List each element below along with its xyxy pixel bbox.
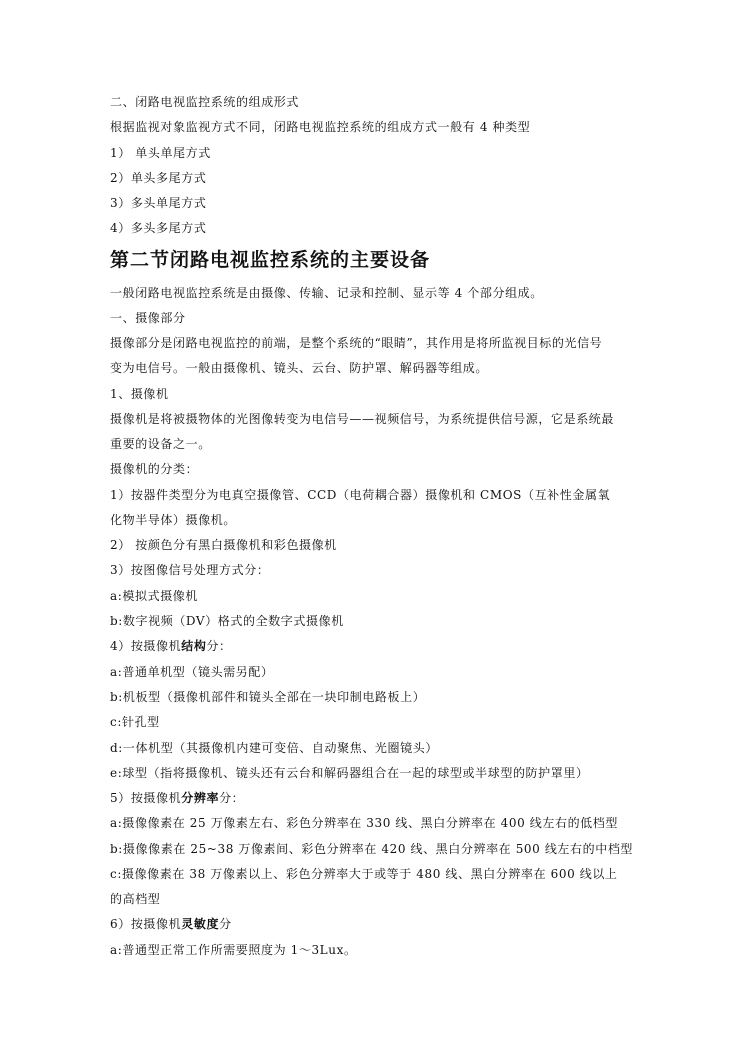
part-one-title: 一、摄像部分	[110, 311, 186, 325]
form-item-4: 4）多头多尾方式	[110, 221, 207, 235]
class-1-line-2: 化物半导体）摄像机。	[110, 513, 237, 527]
class-5-prefix: 5）按摄像机	[110, 791, 182, 805]
section-two-intro: 根据监视对象监视方式不同，闭路电视监控系统的组成方式一般有 4 种类型	[110, 120, 531, 134]
class-4-d: d:一体机型（其摄像机内建可变倍、自动聚焦、光圈镜头）	[110, 741, 438, 755]
class-6-suffix: 分	[219, 917, 232, 931]
camera-paragraph-line-1: 摄像机是将被摄物体的光图像转变为电信号——视频信号，为系统提供信号源，它是系统最	[110, 412, 615, 426]
class-4-suffix: 分：	[206, 639, 232, 653]
part-one-paragraph-line-2: 变为电信号。一般由摄像机、镜头、云台、防护罩、解码器等组成。	[110, 361, 489, 375]
class-1-line-1: 1）按器件类型分为电真空摄像管、CCD（电荷耦合器）摄像机和 CMOS（互补性金属氧	[110, 488, 611, 502]
class-3-b: b:数字视频（DV）格式的全数字式摄像机	[110, 614, 344, 628]
class-4-e: e:球型（指将摄像机、镜头还有云台和解码器组合在一起的球型或半球型的防护罩里）	[110, 766, 589, 780]
camera-paragraph-line-2: 重要的设备之一。	[110, 437, 211, 451]
class-4-c: c:针孔型	[110, 715, 160, 729]
class-5-b: b:摄像像素在 25~38 万像素间、彩色分辨率在 420 线、黑白分辨率在 500 线左右的中档型	[110, 842, 634, 856]
class-2: 2） 按颜色分有黑白摄像机和彩色摄像机	[110, 538, 337, 552]
class-5-a: a:摄像像素在 25 万像素左右、彩色分辨率在 330 线、黑白分辨率在 400 线左右的低档型	[110, 816, 618, 830]
form-item-1: 1） 单头单尾方式	[110, 146, 211, 160]
class-6-prefix: 6）按摄像机	[110, 917, 182, 931]
class-4-a: a:普通单机型（镜头需另配）	[110, 665, 274, 679]
class-6-a: a:普通型正常工作所需要照度为 1～3Lux。	[110, 943, 357, 957]
camera-title: 1、摄像机	[110, 387, 169, 401]
class-6-bold-keyword: 灵敏度	[181, 917, 220, 931]
form-item-3: 3）多头单尾方式	[110, 196, 207, 210]
classification-title: 摄像机的分类：	[110, 462, 199, 476]
class-5-c-line-2: 的高档型	[110, 892, 161, 906]
class-4-bold-keyword: 结构	[181, 639, 207, 653]
class-6	[110, 916, 232, 932]
class-3-a: a:模拟式摄像机	[110, 589, 198, 603]
class-4-prefix: 4）按摄像机	[110, 639, 182, 653]
part-one-paragraph-line-1: 摄像部分是闭路电视监控的前端，是整个系统的“眼睛”，其作用是将所监视目标的光信号	[110, 336, 603, 350]
class-5	[110, 790, 244, 806]
class-5-suffix: 分：	[219, 791, 245, 805]
section-two-title: 二、闭路电视监控系统的组成形式	[110, 95, 300, 109]
form-item-2: 2）单头多尾方式	[110, 171, 207, 185]
class-4-b: b:机板型（摄像机部件和镜头全部在一块印制电路板上）	[110, 690, 426, 704]
class-5-c-line-1: c:摄像像素在 38 万像素以上、彩色分辨率大于或等于 480 线、黑白分辨率在 600 线以上	[110, 867, 618, 881]
class-4	[110, 638, 232, 654]
chapter-intro: 一般闭路电视监控系统是由摄像、传输、记录和控制、显示等 4 个部分组成。	[110, 286, 543, 300]
class-5-bold-keyword: 分辨率	[181, 791, 220, 805]
class-3: 3）按图像信号处理方式分：	[110, 563, 270, 577]
chapter-heading: 第二节闭路电视监控系统的主要设备	[110, 249, 431, 271]
